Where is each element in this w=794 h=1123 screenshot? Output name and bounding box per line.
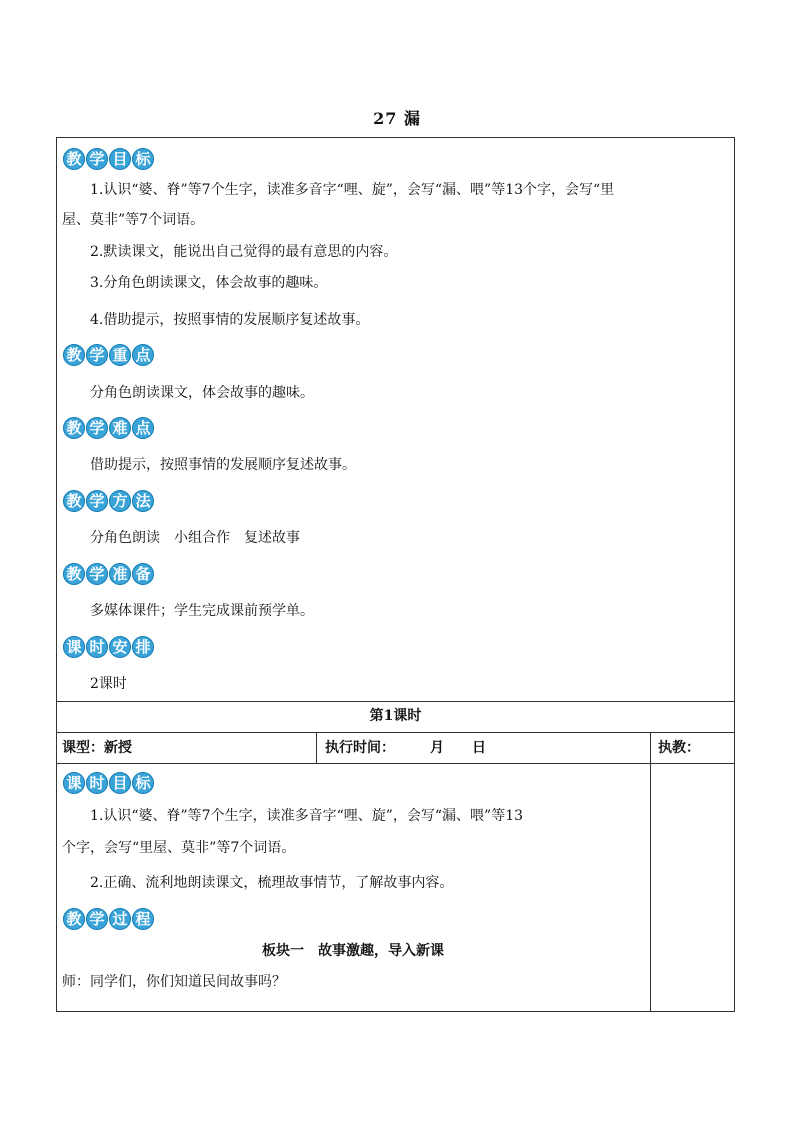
teacher-label: 执教： [658,740,700,756]
lesson-objective-item: 1.认识“婆、脊”等7个生字，读准多音字“哩、旋”，会写“漏、喂”等13 [90,808,524,824]
preparation-text: 多媒体课件；学生完成课前预学单。 [90,603,314,619]
table-divider [650,732,651,1012]
section-badge-preparation: 教 学 准 备 [63,563,154,585]
execution-time: 执行时间： 月 日 [325,740,486,756]
lesson-objective-item: 个字，会写“里屋、莫非”等7个词语。 [62,840,296,856]
lesson-type: 课型：新授 [62,740,132,756]
lesson-header: 第1课时 [369,708,422,724]
lesson-objective-item: 2.正确、流利地朗读课文，梳理故事情节，了解故事内容。 [90,875,454,891]
table-divider [56,763,735,764]
section-badge-lesson-objectives: 课 时 目 标 [63,772,154,794]
teacher-line: 师：同学们，你们知道民间故事吗？ [62,974,286,990]
table-divider [56,701,735,702]
block-title: 板块一 故事激趣，导入新课 [262,943,444,959]
table-divider [56,732,735,733]
section-badge-methods: 教 学 方 法 [63,490,154,512]
section-badge-difficulties: 教 学 难 点 [63,417,154,439]
objective-item: 4.借助提示，按照事情的发展顺序复述故事。 [90,312,370,328]
table-divider [316,732,317,763]
page-title: 27 漏 [373,109,421,128]
difficulties-text: 借助提示，按照事情的发展顺序复述故事。 [90,457,356,473]
section-badge-process: 教 学 过 程 [63,908,154,930]
schedule-text: 2课时 [90,676,127,692]
section-badge-schedule: 课 时 安 排 [63,636,154,658]
key-points-text: 分角色朗读课文，体会故事的趣味。 [90,385,314,401]
section-badge-objectives: 教 学 目 标 [63,148,154,170]
objective-item: 3.分角色朗读课文，体会故事的趣味。 [90,275,328,291]
objective-item: 屋、莫非”等7个词语。 [62,212,205,228]
methods-text: 分角色朗读 小组合作 复述故事 [90,530,300,546]
section-badge-key-points: 教 学 重 点 [63,344,154,366]
objective-item: 1.认识“婆、脊”等7个生字，读准多音字“哩、旋”，会写“漏、喂”等13个字，会写“里 [90,182,615,198]
objective-item: 2.默读课文，能说出自己觉得的最有意思的内容。 [90,244,398,260]
